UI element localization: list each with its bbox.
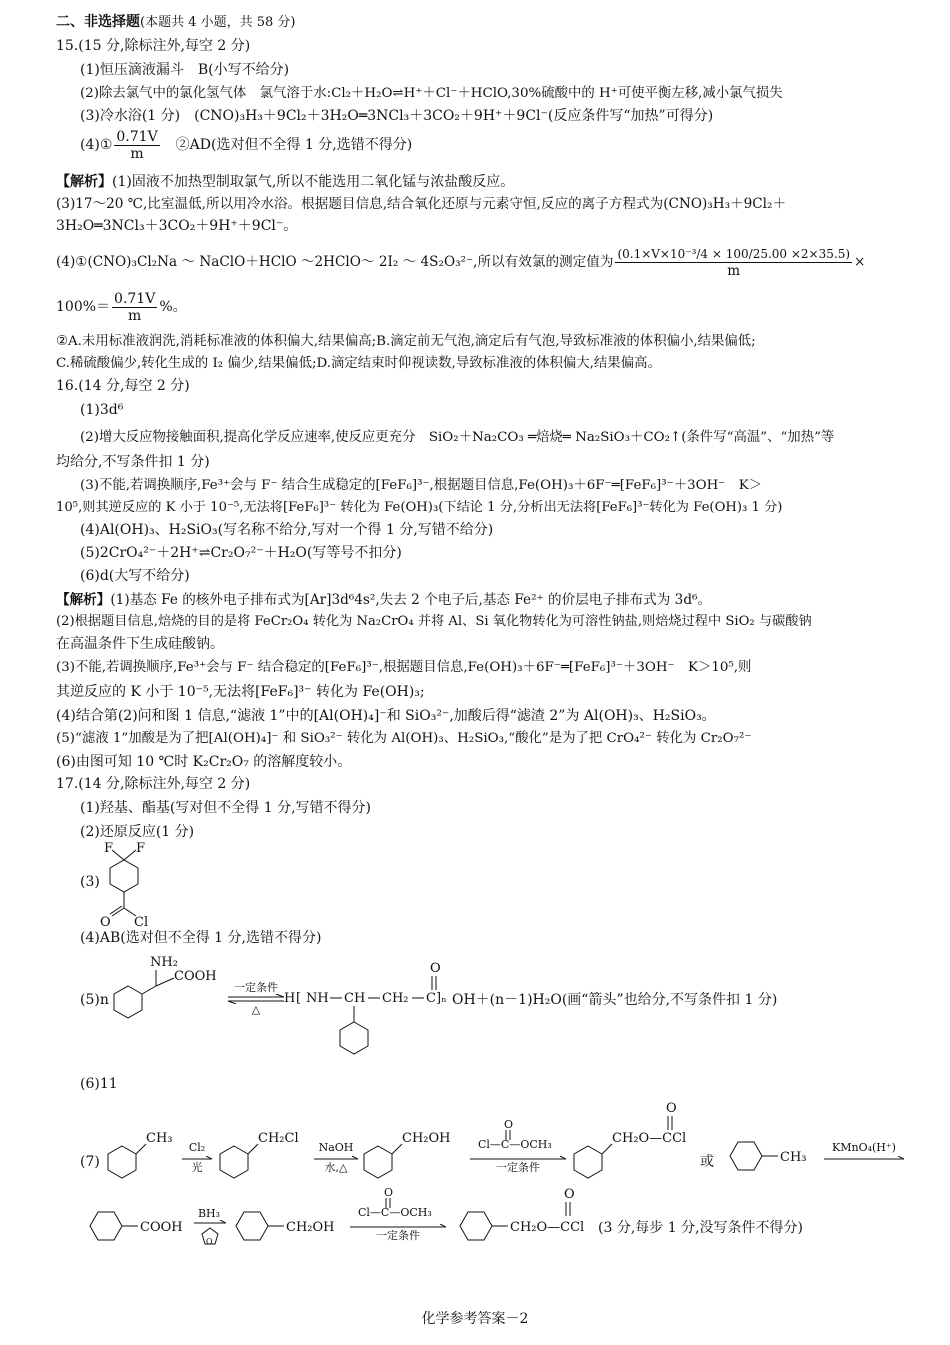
svg-text:COOH: COOH bbox=[174, 969, 217, 984]
amino-acid-monomer-structure bbox=[96, 952, 226, 1026]
q15-analysis-4c: ②A.未用标准液润洗,消耗标准液的体积偏大,结果偏高;B.滴定前无气泡,滴定后有气泡,导致标准液的体积偏小,结果偏低; bbox=[56, 334, 756, 349]
svg-text:F: F bbox=[104, 841, 114, 856]
q16-answer-4: (4)Al(OH)₃、H₂SiO₃(写名称不给分,写对一个得 1 分,写错不给分) bbox=[80, 522, 494, 538]
condition-light: 光 bbox=[191, 1161, 203, 1174]
q17-answer-6: (6)11 bbox=[80, 1076, 118, 1092]
fraction-numerator: (0.1×V×10⁻³/4 × 100/25.00 ×2×35.5) bbox=[617, 247, 851, 261]
svg-text:CH₃: CH₃ bbox=[780, 1150, 807, 1165]
page-footer: 化学参考答案－2 bbox=[421, 1311, 529, 1327]
chloroformate-reagent-structure bbox=[470, 1118, 566, 1154]
q15-analysis-4a bbox=[56, 242, 910, 282]
q15-header: 15.(15 分,除标注外,每空 2 分) bbox=[56, 38, 251, 54]
svg-text:Cl—C—OCH₃: Cl—C—OCH₃ bbox=[358, 1206, 432, 1219]
fraction-numerator: 0.71V bbox=[116, 128, 158, 145]
svg-text:O: O bbox=[504, 1118, 514, 1131]
svg-text:O: O bbox=[206, 1237, 213, 1246]
section-title: 二、非选择题 bbox=[56, 14, 140, 30]
q17-answer-4: (4)AB(选对但不全得 1 分,选错不得分) bbox=[80, 930, 322, 946]
chloroformate-reagent-structure-alt bbox=[350, 1186, 446, 1222]
q17-answer-3: (3) bbox=[80, 874, 100, 890]
reagent-chlorine: Cl₂ bbox=[188, 1141, 206, 1154]
q16-answer-1: (1)3d⁶ bbox=[80, 402, 124, 418]
q16-answer-6: (6)d(大写不给分) bbox=[80, 568, 190, 584]
svg-text:O: O bbox=[564, 1187, 575, 1202]
q16-analysis-1 bbox=[56, 590, 910, 610]
benzyl-chloride-structure bbox=[212, 1124, 312, 1184]
q17-answer-1: (1)羟基、酯基(写对但不全得 1 分,写错不得分) bbox=[80, 800, 372, 816]
svg-text:O: O bbox=[384, 1186, 394, 1199]
svg-text:CH₃: CH₃ bbox=[146, 1131, 173, 1146]
reaction-arrow bbox=[824, 1156, 904, 1162]
q15-analysis-fraction bbox=[615, 246, 852, 279]
analysis-text: (4)①(CNO)₃Cl₂Na ～ NaClO＋HClO ～2HClO～ 2I₂ ～ 4S₂O₃²⁻,所以有效氯的测定值为 bbox=[56, 254, 614, 270]
svg-text:C: C bbox=[426, 991, 436, 1006]
svg-text:CH₂: CH₂ bbox=[382, 991, 409, 1006]
svg-text:]ₙ: ]ₙ bbox=[436, 991, 447, 1006]
fraction-numerator: 0.71V bbox=[114, 290, 156, 307]
svg-text:Cl: Cl bbox=[134, 915, 149, 930]
q16-answer-2a: (2)增大反应物接触面积,提高化学反应速率,使反应更充分 SiO₂＋Na₂CO₃ ═焙烧═ Na₂SiO₃＋CO₂↑(条件写“高温”、“加热”等 bbox=[80, 430, 835, 445]
reagent-bh3: BH₃ bbox=[197, 1207, 221, 1220]
analysis-text: 100%＝ bbox=[56, 299, 111, 315]
svg-text:O: O bbox=[100, 915, 111, 930]
q16-analysis-6: (6)由图可知 10 ℃时 K₂Cr₂O₇ 的溶解度较小。 bbox=[56, 754, 352, 770]
difluorocyclohexane-acyl-chloride-structure bbox=[100, 838, 180, 930]
q15-answer-3: (3)冷水浴(1 分) (CNO)₃H₃＋9Cl₂＋3H₂O═3NCl₃＋3CO₂＋9H⁺＋9Cl⁻(反应条件写“加热”可得分) bbox=[80, 108, 714, 124]
svg-text:NH₂: NH₂ bbox=[150, 955, 178, 970]
q17-answer-5-prefix: (5)n bbox=[80, 992, 109, 1008]
q17-answer-7-note: (3 分,每步 1 分,没写条件不得分) bbox=[598, 1220, 803, 1236]
svg-text:COOH: COOH bbox=[140, 1220, 183, 1235]
benzoic-acid-structure bbox=[80, 1206, 190, 1246]
svg-text:CH: CH bbox=[344, 991, 366, 1006]
q16-analysis-3b: 其逆反应的 K 小于 10⁻⁵,无法将[FeF₆]³⁻ 转化为 Fe(OH)₃; bbox=[56, 684, 425, 700]
svg-text:CH₂OH: CH₂OH bbox=[402, 1131, 451, 1146]
condition-certain: 一定条件 bbox=[496, 1161, 540, 1174]
reagent-kmno4: KMnO₄(H⁺) bbox=[832, 1141, 896, 1154]
condition-certain-alt: 一定条件 bbox=[376, 1229, 420, 1242]
q15-analysis-1 bbox=[56, 172, 910, 192]
svg-text:CH₂Cl: CH₂Cl bbox=[258, 1131, 299, 1146]
toluene-structure-alt bbox=[720, 1136, 820, 1176]
polyamide-structure bbox=[284, 960, 484, 1070]
q16-answer-2b: 均给分,不写条件扣 1 分) bbox=[56, 454, 210, 470]
analysis-text: (1)基态 Fe 的核外电子排布式为[Ar]3d⁶4s²,失去 2 个电子后,基态 Fe²⁺ 的价层电子排布式为 3d⁶。 bbox=[110, 592, 712, 608]
condition-water-heat: 水,△ bbox=[324, 1161, 348, 1174]
q16-analysis-3a: (3)不能,若调换顺序,Fe³⁺会与 F⁻ 结合稳定的[FeF₆]³⁻,根据题目信息,Fe(OH)₃＋6F⁻═[FeF₆]³⁻＋3OH⁻ K＞10⁵,则 bbox=[56, 660, 752, 675]
q17-header: 17.(14 分,除标注外,每空 2 分) bbox=[56, 776, 251, 792]
toluene-structure bbox=[100, 1124, 180, 1184]
fraction-denominator: m bbox=[130, 145, 144, 162]
svg-text:CH₂OH: CH₂OH bbox=[286, 1220, 335, 1235]
analysis-label: 【解析】 bbox=[56, 592, 111, 608]
polymerization-condition: 一定条件 bbox=[234, 981, 278, 994]
analysis-text: %。 bbox=[159, 299, 187, 315]
q15-answer-4 bbox=[80, 128, 910, 162]
svg-text:F: F bbox=[136, 841, 146, 856]
q16-answer-5: (5)2CrO₄²⁻＋2H⁺⇌Cr₂O₇²⁻＋H₂O(写等号不扣分) bbox=[80, 545, 402, 561]
svg-text:[: [ bbox=[296, 991, 302, 1006]
q16-answer-3b: 10⁵,则其逆反应的 K 小于 10⁻⁵,无法将[FeF₆]³⁻ 转化为 Fe(OH)₃(下结论 1 分,分析出无法将[FeF₆]³⁻转化为 Fe(OH)₃ 1 分) bbox=[56, 500, 783, 515]
q15-a4-suffix: ②AD(选对但不全得 1 分,选错不得分) bbox=[161, 137, 413, 153]
svg-text:O: O bbox=[666, 1101, 677, 1116]
thf-solvent-structure bbox=[194, 1220, 226, 1246]
fraction-denominator: m bbox=[727, 263, 741, 279]
svg-text:CH₂O—CCl: CH₂O—CCl bbox=[510, 1220, 585, 1235]
q16-answer-3a: (3)不能,若调换顺序,Fe³⁺会与 F⁻ 结合生成稳定的[FeF₆]³⁻,根据题目信息,Fe(OH)₃＋6F⁻═[FeF₆]³⁻＋3OH⁻ K＞ bbox=[80, 478, 763, 493]
q15-analysis-fraction-2 bbox=[112, 291, 157, 324]
q16-analysis-4: (4)结合第(2)问和图 1 信息,“滤液 1”中的[Al(OH)₄]⁻和 SiO₃²⁻,加酸后得“滤渣 2”为 Al(OH)₃、H₂SiO₃。 bbox=[56, 708, 716, 724]
section-note: (本题共 4 小题，共 58 分) bbox=[140, 15, 296, 30]
benzyl-chloroformate-structure bbox=[566, 1098, 706, 1184]
q15-analysis-3a: (3)17～20 ℃,比室温低,所以用冷水浴。根据题目信息,结合氧化还原与元素守恒,反应的离子方程式为(CNO)₃H₃＋9Cl₂＋ bbox=[56, 196, 787, 212]
reagent-naoh: NaOH bbox=[318, 1141, 354, 1154]
heat-symbol: △ bbox=[251, 1003, 261, 1016]
svg-text:Cl—C—OCH₃: Cl—C—OCH₃ bbox=[478, 1138, 552, 1151]
q15-answer-2: (2)除去氯气中的氯化氢气体 氯气溶于水:Cl₂＋H₂O⇌H⁺＋Cl⁻＋HClO,30%硫酸中的 H⁺可使平衡左移,减小氯气损失 bbox=[80, 86, 783, 101]
svg-text:CH₂O—CCl: CH₂O—CCl bbox=[612, 1131, 687, 1146]
q15-a4-fraction bbox=[114, 129, 159, 162]
q15-analysis-4b bbox=[56, 290, 910, 324]
q15-analysis-3b: 3H₂O═3NCl₃＋3CO₂＋9H⁺＋9Cl⁻。 bbox=[56, 218, 298, 234]
q16-analysis-2b: 在高温条件下生成硅酸钠。 bbox=[56, 636, 224, 652]
benzyl-alcohol-structure bbox=[356, 1124, 466, 1184]
section-heading bbox=[56, 12, 910, 33]
svg-text:O: O bbox=[430, 961, 441, 976]
q15-analysis-4d: C.稀硫酸偏少,转化生成的 I₂ 偏少,结果偏低;D.滴定结束时仰视读数,导致标准液的体积偏大,结果偏高。 bbox=[56, 356, 661, 371]
q15-a4-prefix: (4)① bbox=[80, 137, 113, 153]
q16-header: 16.(14 分,每空 2 分) bbox=[56, 378, 190, 394]
benzyl-alcohol-structure-alt bbox=[226, 1206, 356, 1246]
q16-analysis-2a: (2)根据题目信息,焙烧的目的是将 FeCr₂O₄ 转化为 Na₂CrO₄ 并将 Al、Si 氧化物转化为可溶性钠盐,则焙烧过程中 SiO₂ 与碳酸钠 bbox=[56, 614, 812, 629]
times-sign: × bbox=[854, 254, 866, 270]
svg-text:NH: NH bbox=[306, 991, 329, 1006]
q17-answer-7-label: (7) bbox=[80, 1154, 100, 1170]
analysis-label: 【解析】 bbox=[56, 174, 112, 190]
q17-answer-2: (2)还原反应(1 分) bbox=[80, 824, 195, 840]
svg-text:H: H bbox=[284, 991, 296, 1006]
q16-analysis-5: (5)“滤液 1”加酸是为了把[Al(OH)₄]⁻ 和 SiO₃²⁻ 转化为 Al(OH)₃、H₂SiO₃,“酸化”是为了把 CrO₄²⁻ 转化为 Cr₂O₇²⁻ bbox=[56, 731, 752, 746]
q17-answer-5-suffix: OH＋(n－1)H₂O(画“箭头”也给分,不写条件扣 1 分) bbox=[452, 992, 778, 1008]
q15-answer-1: (1)恒压滴液漏斗 B(小写不给分) bbox=[80, 62, 290, 78]
benzyl-chloroformate-structure-alt bbox=[450, 1186, 600, 1246]
analysis-text: (1)固液不加热型制取氯气,所以不能选用二氧化锰与浓盐酸反应。 bbox=[112, 174, 515, 190]
alternative-route-or: 或 bbox=[700, 1154, 714, 1170]
fraction-denominator: m bbox=[128, 307, 142, 324]
